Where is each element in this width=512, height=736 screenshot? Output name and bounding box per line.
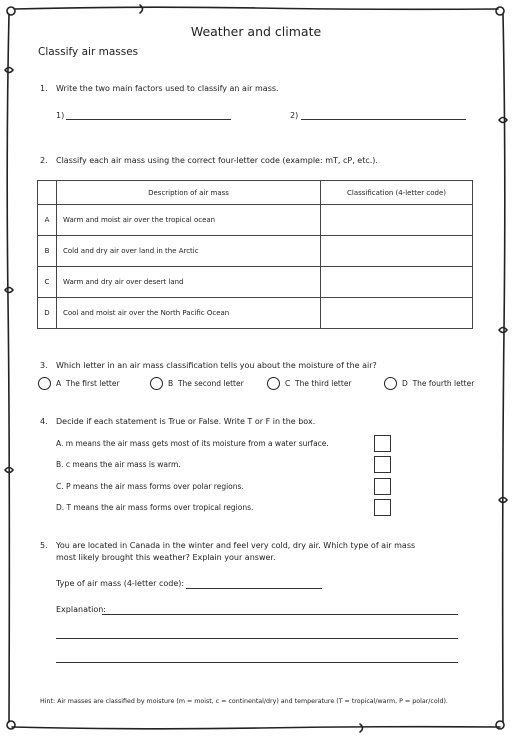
q3-number: 3. (40, 361, 48, 370)
row-description: Warm and dry air over desert land (57, 267, 321, 298)
q4-statement-d: D. T means the air mass forms over tropical regions. (56, 503, 254, 512)
q3-text: Which letter in an air mass classification tells you about the moisture of the air? (56, 361, 377, 370)
row-letter: B (38, 236, 57, 267)
q2-text: Classify each air mass using the correct four-letter code (example: mT, cP, etc.). (56, 156, 378, 165)
option-text: The third letter (295, 379, 352, 388)
row-letter: A (38, 205, 57, 236)
table-row (38, 205, 473, 236)
option-text: The first letter (65, 379, 120, 388)
q5-explanation-line[interactable] (102, 614, 458, 615)
q1-number: 1. (40, 84, 48, 93)
q3-option-d[interactable] (384, 377, 474, 390)
row-description: Warm and moist air over the tropical ocean (57, 205, 321, 236)
option-text: The fourth letter (412, 379, 475, 388)
page-subtitle: Classify air masses (38, 46, 139, 58)
header-description: Description of air mass (57, 181, 321, 205)
q4-text: Decide if each statement is True or False. Write T or F in the box. (56, 417, 316, 426)
q5-number: 5. (40, 541, 48, 550)
option-letter: B (168, 379, 174, 388)
q1-answer2-line[interactable] (301, 119, 466, 120)
row-description: Cold and dry air over land in the Arctic (57, 236, 321, 267)
answer-box[interactable] (374, 499, 391, 516)
hint-text: Hint: Air masses are classified by moisture (m = moist, c = continental/dry) and temperature (T = tropical/warm, P = polar/cold). (40, 698, 448, 705)
q4-statement-c: C. P means the air mass forms over polar regions. (56, 482, 244, 491)
q5-type-label: Type of air mass (4-letter code): (56, 579, 185, 588)
classification-answer-cell[interactable] (321, 298, 473, 329)
classification-answer-cell[interactable] (321, 267, 473, 298)
classification-answer-cell[interactable] (321, 205, 473, 236)
option-letter: A (56, 379, 62, 388)
row-description: Cool and moist air over the North Pacific Ocean (57, 298, 321, 329)
q1-answer1-label: 1) (56, 111, 65, 120)
option-letter: C (285, 379, 291, 388)
table-header-row (38, 181, 473, 205)
header-letter (38, 181, 57, 205)
q5-type-line[interactable] (186, 588, 322, 589)
q5-text-line1: You are located in Canada in the winter and feel very cold, dry air. Which type of air mass (56, 541, 416, 550)
option-letter: D (402, 379, 408, 388)
q4-number: 4. (40, 417, 48, 426)
radio-circle-icon[interactable] (384, 377, 397, 390)
header-classification: Classification (4-letter code) (321, 181, 473, 205)
q5-text-line2: most likely brought this weather? Explain your answer. (56, 553, 276, 562)
row-letter: C (38, 267, 57, 298)
classification-answer-cell[interactable] (321, 236, 473, 267)
q4-statement-a: A. m means the air mass gets most of its moisture from a water surface. (56, 439, 329, 448)
q3-option-b[interactable] (150, 377, 244, 390)
page-title: Weather and climate (190, 24, 322, 39)
table-row (38, 298, 473, 329)
table-row (38, 267, 473, 298)
answer-box[interactable] (374, 478, 391, 495)
q1-answer2-label: 2) (290, 111, 299, 120)
q4-statement-b: B. c means the air mass is warm. (56, 460, 181, 469)
radio-circle-icon[interactable] (267, 377, 280, 390)
row-letter: D (38, 298, 57, 329)
classification-table (37, 180, 473, 329)
radio-circle-icon[interactable] (38, 377, 51, 390)
q5-explanation-label: Explanation: (56, 605, 106, 614)
radio-circle-icon[interactable] (150, 377, 163, 390)
q2-number: 2. (40, 156, 48, 165)
q5-explanation-line[interactable] (56, 662, 458, 663)
q5-explanation-line[interactable] (56, 638, 458, 639)
q3-option-a[interactable] (38, 377, 120, 390)
option-text: The second letter (177, 379, 244, 388)
q1-text: Write the two main factors used to classify an air mass. (56, 84, 279, 93)
q3-option-c[interactable] (267, 377, 352, 390)
answer-box[interactable] (374, 435, 391, 452)
q1-answer1-line[interactable] (66, 119, 231, 120)
answer-box[interactable] (374, 456, 391, 473)
table-row (38, 236, 473, 267)
